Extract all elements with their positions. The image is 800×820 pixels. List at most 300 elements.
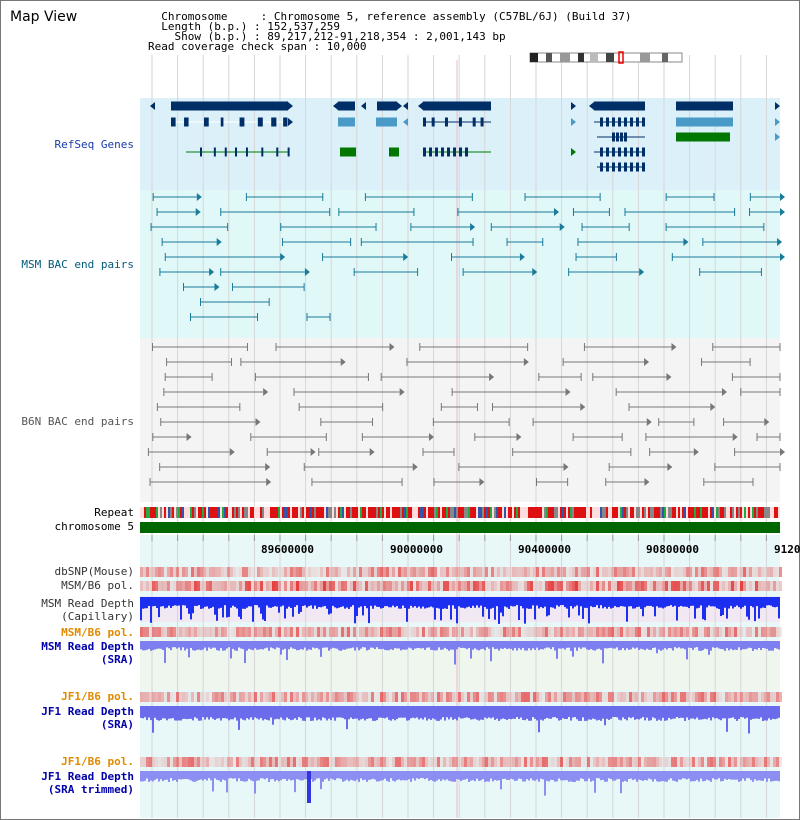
polymorphism-cell <box>719 581 722 591</box>
repeat-block <box>514 507 516 518</box>
read-depth-bar <box>764 641 766 648</box>
polymorphism-cell <box>191 757 194 767</box>
polymorphism-cell <box>617 567 620 577</box>
read-depth-bar <box>742 597 744 607</box>
polymorphism-cell <box>665 627 668 637</box>
read-depth-bar <box>596 641 598 649</box>
polymorphism-cell <box>302 692 305 702</box>
read-depth-bar <box>224 771 226 780</box>
polymorphism-cell <box>575 627 578 637</box>
read-depth-bar <box>174 597 176 605</box>
polymorphism-cell <box>440 692 443 702</box>
read-depth-bar <box>256 706 258 719</box>
polymorphism-cell <box>653 757 656 767</box>
polymorphism-cell <box>506 567 509 577</box>
jf1-read-depth-trimmed-label[interactable]: JF1 Read Depth <box>41 770 134 783</box>
polymorphism-cell <box>284 567 287 577</box>
repeat-block <box>616 507 618 518</box>
read-depth-bar <box>266 597 268 606</box>
dbsnp-mouse-label[interactable]: dbSNP(Mouse) <box>54 565 134 578</box>
repeat-block <box>196 507 198 518</box>
read-depth-bar <box>456 641 458 649</box>
read-depth-bar <box>662 771 664 781</box>
read-depth-bar <box>576 597 578 605</box>
polymorphism-cell <box>242 567 245 577</box>
repeat-block <box>632 507 634 518</box>
read-depth-bar <box>204 771 206 779</box>
refseq-gene <box>676 118 733 127</box>
read-depth-bar <box>548 706 550 719</box>
polymorphism-cell <box>455 581 458 591</box>
read-depth-bar <box>178 641 180 647</box>
polymorphism-cell <box>701 627 704 637</box>
polymorphism-cell <box>554 567 557 577</box>
read-depth-bar <box>392 641 394 650</box>
read-depth-bar <box>650 597 652 606</box>
polymorphism-cell <box>182 692 185 702</box>
read-depth-bar <box>394 641 396 648</box>
read-depth-bar <box>634 771 636 779</box>
polymorphism-cell <box>215 567 218 577</box>
read-depth-bar <box>398 771 400 779</box>
read-depth-bar <box>668 706 670 718</box>
polymorphism-cell <box>722 692 725 702</box>
read-depth-bar <box>746 771 748 778</box>
polymorphism-cell <box>152 581 155 591</box>
read-depth-bar <box>662 641 664 650</box>
read-depth-bar <box>522 641 524 648</box>
polymorphism-cell <box>218 581 221 591</box>
polymorphism-cell <box>164 692 167 702</box>
polymorphism-cell <box>335 627 338 637</box>
read-depth-bar <box>572 771 574 782</box>
read-depth-bar <box>290 771 292 780</box>
read-depth-bar <box>232 771 234 779</box>
polymorphism-cell <box>779 627 782 637</box>
polymorphism-cell <box>671 567 674 577</box>
read-depth-bar <box>186 641 188 649</box>
read-depth-bar <box>530 771 532 778</box>
read-depth-bar <box>194 706 196 717</box>
read-depth-bar <box>298 771 300 780</box>
read-depth-bar <box>230 641 232 658</box>
read-depth-bar <box>516 597 518 605</box>
read-depth-bar <box>542 771 544 779</box>
repeat-block <box>584 507 586 518</box>
repeat-block <box>146 507 148 518</box>
polymorphism-cell <box>743 627 746 637</box>
repeat-block <box>320 507 322 518</box>
read-depth-bar <box>242 641 244 649</box>
read-depth-bar <box>486 771 488 781</box>
polymorphism-cell <box>662 757 665 767</box>
polymorphism-cell <box>140 567 143 577</box>
polymorphism-cell <box>584 692 587 702</box>
jf1-b6-pol-trimmed-label[interactable]: JF1/B6 pol. <box>61 755 134 768</box>
polymorphism-cell <box>257 627 260 637</box>
read-depth-bar <box>150 771 152 781</box>
read-depth-bar <box>412 771 414 778</box>
polymorphism-cell <box>215 692 218 702</box>
polymorphism-cell <box>227 757 230 767</box>
strand-arrow <box>780 448 785 456</box>
polymorphism-cell <box>770 567 773 577</box>
read-depth-bar <box>340 641 342 651</box>
repeat-block <box>712 507 714 518</box>
read-depth-bar <box>376 771 378 781</box>
read-depth-bar <box>470 706 472 720</box>
repeat-block <box>714 507 716 518</box>
polymorphism-cell <box>386 567 389 577</box>
read-depth-bar <box>442 597 444 609</box>
repeat-block <box>450 507 452 518</box>
read-depth-bar <box>282 597 284 606</box>
read-depth-bar <box>630 641 632 649</box>
read-depth-bar <box>338 706 340 717</box>
read-depth-bar <box>410 641 412 648</box>
repeat-block <box>524 507 526 518</box>
repeat-block <box>662 507 664 518</box>
polymorphism-cell <box>680 581 683 591</box>
read-depth-bar <box>262 641 264 649</box>
repeat-block <box>396 507 398 518</box>
read-depth-bar <box>352 597 354 605</box>
read-depth-bar <box>402 641 404 649</box>
polymorphism-cell <box>668 581 671 591</box>
read-depth-bar <box>456 706 458 720</box>
read-depth-bar <box>146 706 148 720</box>
polymorphism-cell <box>503 567 506 577</box>
polymorphism-cell <box>236 581 239 591</box>
read-depth-bar <box>602 706 604 719</box>
polymorphism-cell <box>437 581 440 591</box>
polymorphism-cell <box>383 567 386 577</box>
read-depth-bar <box>626 706 628 720</box>
read-depth-bar <box>506 771 508 780</box>
chromosome-bar <box>140 522 780 533</box>
polymorphism-cell <box>635 757 638 767</box>
read-depth-bar <box>648 641 650 650</box>
read-depth-bar <box>230 771 232 778</box>
read-depth-bar <box>424 641 426 650</box>
read-depth-bar <box>324 597 326 606</box>
read-depth-bar <box>188 771 190 780</box>
polymorphism-cell <box>710 581 713 591</box>
read-depth-bar <box>736 641 738 650</box>
polymorphism-cell <box>206 757 209 767</box>
read-depth-bar <box>692 706 694 718</box>
read-depth-bar <box>594 597 596 607</box>
msm-b6-pol-label[interactable]: MSM/B6 pol. <box>61 579 134 592</box>
read-depth-bar <box>190 706 192 719</box>
polymorphism-cell <box>443 581 446 591</box>
ideogram-band <box>590 53 598 62</box>
read-depth-bar <box>532 771 534 780</box>
polymorphism-cell <box>239 567 242 577</box>
repeat-block <box>394 507 396 518</box>
read-depth-bar <box>196 597 198 606</box>
polymorphism-cell <box>578 567 581 577</box>
polymorphism-cell <box>590 567 593 577</box>
b6n-bac-end-pairs-label[interactable]: B6N BAC end pairs <box>21 415 134 428</box>
repeat-block <box>718 507 720 518</box>
read-depth-bar <box>444 641 446 648</box>
read-depth-bar <box>632 771 634 780</box>
polymorphism-cell <box>398 581 401 591</box>
repeat-block <box>284 507 286 518</box>
polymorphism-cell <box>290 692 293 702</box>
polymorphism-cell <box>716 581 719 591</box>
read-depth-bar <box>304 706 306 721</box>
read-depth-bar <box>268 771 270 782</box>
polymorphism-cell <box>617 692 620 702</box>
read-depth-bar <box>200 706 202 721</box>
read-depth-bar <box>342 771 344 782</box>
repeat-block <box>360 507 362 518</box>
polymorphism-cell <box>308 627 311 637</box>
polymorphism-cell <box>677 581 680 591</box>
repeat-block <box>436 507 438 518</box>
read-depth-bar <box>546 706 548 718</box>
read-depth-bar <box>484 771 486 782</box>
refseq-gene <box>642 118 645 127</box>
read-depth-bar <box>414 597 416 606</box>
polymorphism-cell <box>647 757 650 767</box>
read-depth-bar <box>570 706 572 721</box>
polymorphism-cell <box>395 692 398 702</box>
read-depth-bar <box>674 706 676 719</box>
repeat-block <box>750 507 752 518</box>
polymorphism-cell <box>188 757 191 767</box>
polymorphism-cell <box>155 757 158 767</box>
repeat-block <box>276 507 278 518</box>
polymorphism-cell <box>494 627 497 637</box>
polymorphism-cell <box>719 627 722 637</box>
read-depth-bar <box>326 771 328 778</box>
polymorphism-cell <box>629 627 632 637</box>
read-depth-bar <box>186 706 188 719</box>
polymorphism-cell <box>380 692 383 702</box>
read-depth-bar <box>426 771 428 778</box>
read-depth-bar <box>228 706 230 720</box>
polymorphism-cell <box>266 757 269 767</box>
refseq-gene <box>204 118 209 127</box>
jf1-b6-pol-label[interactable]: JF1/B6 pol. <box>61 690 134 703</box>
read-depth-bar <box>590 641 592 649</box>
polymorphism-cell <box>500 567 503 577</box>
read-depth-bar <box>434 771 436 782</box>
read-depth-bar <box>216 597 218 621</box>
polymorphism-cell <box>425 692 428 702</box>
read-depth-bar <box>750 641 752 648</box>
polymorphism-cell <box>566 627 569 637</box>
read-depth-bar <box>338 641 340 650</box>
read-depth-bar <box>706 597 708 607</box>
polymorphism-cell <box>482 567 485 577</box>
read-depth-bar <box>460 771 462 781</box>
polymorphism-cell <box>428 627 431 637</box>
polymorphism-cell <box>536 567 539 577</box>
read-depth-bar <box>326 706 328 720</box>
read-depth-bar <box>146 771 148 778</box>
repeat-block <box>270 507 272 518</box>
polymorphism-cell <box>542 757 545 767</box>
read-depth-bar <box>684 597 686 607</box>
msm-read-depth-sra-label[interactable]: MSM Read Depth <box>41 640 134 653</box>
polymorphism-cell <box>431 627 434 637</box>
polymorphism-cell <box>299 692 302 702</box>
refseq-gene <box>606 163 609 172</box>
polymorphism-cell <box>563 567 566 577</box>
polymorphism-cell <box>518 627 521 637</box>
read-depth-bar <box>196 706 198 718</box>
polymorphism-cell <box>632 567 635 577</box>
read-depth-bar <box>170 597 172 608</box>
polymorphism-cell <box>293 692 296 702</box>
read-depth-bar <box>364 641 366 648</box>
read-depth-bar <box>220 771 222 782</box>
polymorphism-cell <box>662 581 665 591</box>
read-depth-bar <box>142 597 144 609</box>
read-depth-bar <box>416 641 418 648</box>
msm-bac-end-pairs-label[interactable]: MSM BAC end pairs <box>21 258 134 271</box>
read-depth-bar <box>454 597 456 609</box>
read-depth-bar <box>528 706 530 721</box>
msm-read-depth-capillary-sub: (Capillary) <box>61 610 134 623</box>
polymorphism-cell <box>362 692 365 702</box>
repeat-block <box>302 507 304 518</box>
polymorphism-cell <box>641 757 644 767</box>
polymorphism-cell <box>737 757 740 767</box>
read-depth-bar <box>704 597 706 620</box>
polymorphism-cell <box>206 627 209 637</box>
repeat-block <box>490 507 492 518</box>
polymorphism-cell <box>422 692 425 702</box>
repeat-block <box>570 507 572 518</box>
read-depth-bar <box>320 641 322 657</box>
repeat-block <box>444 507 446 518</box>
read-depth-bar <box>618 641 620 650</box>
read-depth-bar <box>640 771 642 780</box>
repeat-block <box>222 507 224 518</box>
polymorphism-cell <box>638 692 641 702</box>
polymorphism-cell <box>365 567 368 577</box>
polymorphism-cell <box>668 757 671 767</box>
read-depth-bar <box>530 641 532 650</box>
read-depth-bar <box>500 706 502 719</box>
polymorphism-cell <box>602 692 605 702</box>
polymorphism-cell <box>359 581 362 591</box>
read-depth-bar <box>292 641 294 649</box>
read-depth-bar <box>732 597 734 608</box>
polymorphism-cell <box>239 627 242 637</box>
polymorphism-cell <box>557 692 560 702</box>
msm-read-depth-capillary-label[interactable]: MSM Read Depth <box>41 597 134 610</box>
read-depth-bar <box>264 597 266 621</box>
jf1-read-depth-sra-label[interactable]: JF1 Read Depth <box>41 705 134 718</box>
polymorphism-cell <box>263 581 266 591</box>
polymorphism-cell <box>470 627 473 637</box>
polymorphism-cell <box>284 757 287 767</box>
polymorphism-cell <box>557 581 560 591</box>
read-depth-bar <box>460 597 462 608</box>
show-range-info: Show (b.p.) : 89,217,212-91,218,354 : 2,001,143 bp <box>148 30 506 43</box>
polymorphism-cell <box>365 581 368 591</box>
read-depth-bar <box>144 641 146 650</box>
repeat-block <box>310 507 312 518</box>
read-depth-bar <box>232 597 234 606</box>
repeat-block <box>258 507 260 518</box>
read-depth-bar <box>514 771 516 781</box>
polymorphism-cell <box>632 757 635 767</box>
repeat-block <box>274 507 276 518</box>
polymorphism-cell <box>395 567 398 577</box>
axis-tick-label: 9120 <box>774 543 800 556</box>
read-depth-bar <box>466 597 468 607</box>
polymorphism-cell <box>230 581 233 591</box>
repeat-block <box>152 507 154 518</box>
polymorphism-cell <box>461 627 464 637</box>
read-depth-bar <box>266 641 268 648</box>
polymorphism-cell <box>332 692 335 702</box>
read-depth-bar <box>212 771 214 791</box>
polymorphism-cell <box>527 692 530 702</box>
repeat-block <box>668 507 670 518</box>
read-depth-bar <box>380 771 382 781</box>
read-depth-bar <box>756 597 758 606</box>
repeat-block <box>236 507 238 518</box>
polymorphism-cell <box>668 567 671 577</box>
polymorphism-cell <box>476 627 479 637</box>
msm-b6-pol-sra-label[interactable]: MSM/B6 pol. <box>61 626 134 639</box>
polymorphism-cell <box>524 581 527 591</box>
read-depth-bar <box>254 771 256 794</box>
read-depth-bar <box>608 706 610 720</box>
read-depth-bar <box>144 706 146 717</box>
read-depth-bar <box>724 641 726 651</box>
polymorphism-cell <box>752 692 755 702</box>
polymorphism-cell <box>737 581 740 591</box>
polymorphism-cell <box>644 692 647 702</box>
polymorphism-cell <box>677 757 680 767</box>
read-depth-bar <box>622 706 624 717</box>
refseq-genes-label[interactable]: RefSeq Genes <box>54 138 134 151</box>
polymorphism-cell <box>755 627 758 637</box>
read-depth-bar <box>178 597 180 606</box>
repeat-block <box>542 507 544 518</box>
read-depth-bar <box>270 597 272 608</box>
polymorphism-cell <box>719 757 722 767</box>
polymorphism-cell <box>161 627 164 637</box>
polymorphism-cell <box>734 567 737 577</box>
read-depth-bar <box>184 771 186 779</box>
polymorphism-cell <box>740 757 743 767</box>
read-depth-bar <box>744 597 746 606</box>
read-depth-bar <box>252 706 254 720</box>
repeat-block <box>340 507 342 518</box>
polymorphism-cell <box>557 567 560 577</box>
repeat-track-label[interactable]: Repeat <box>94 506 134 519</box>
polymorphism-cell <box>245 692 248 702</box>
read-depth-bar <box>646 706 648 718</box>
read-depth-bar <box>514 706 516 719</box>
repeat-block <box>552 507 554 518</box>
polymorphism-cell <box>161 567 164 577</box>
refseq-gene <box>600 118 603 127</box>
axis-tick-label: 90000000 <box>390 543 443 556</box>
read-depth-bar <box>562 597 564 605</box>
polymorphism-cell <box>410 567 413 577</box>
